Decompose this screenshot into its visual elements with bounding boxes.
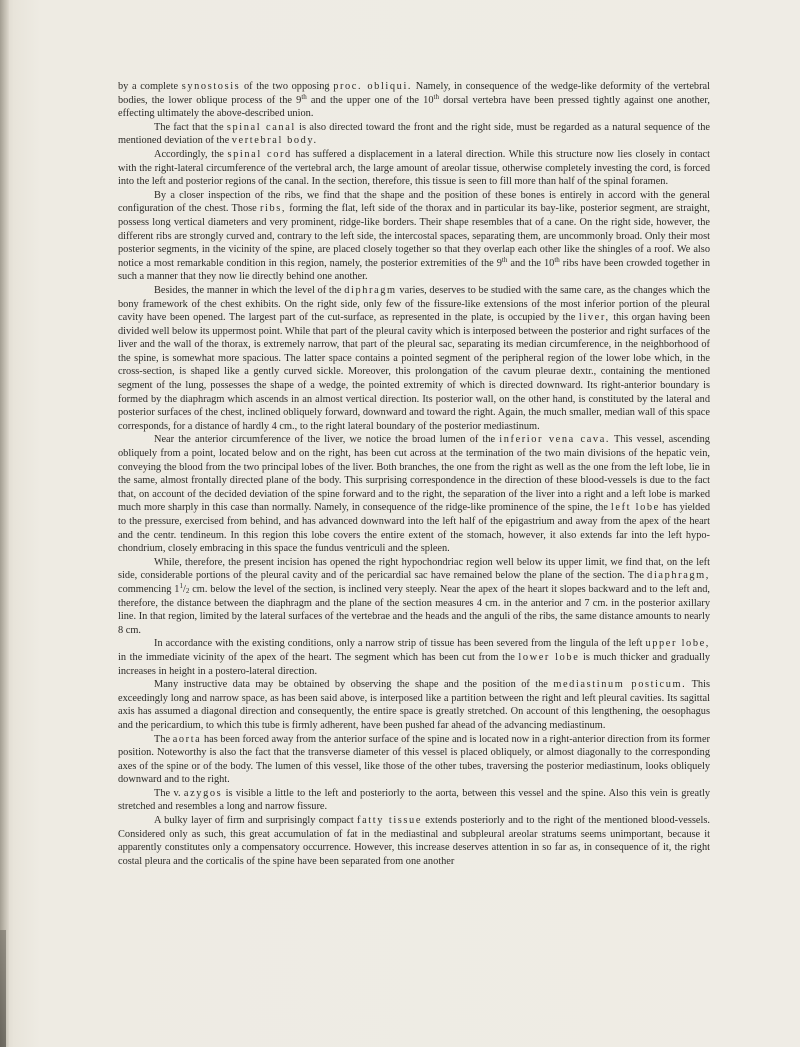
text-run: forming the flat, left side of the thorax and in particular its bay-like, posterior segment, are straight, possess long vertical diameters and very prominent, ridge-like borders. Their shape resembles that of a cane. On the right side, however, the different ribs are strongly curved and, contrary to the left side, the intercostal spaces, separating them, are uncommonly broad. Only their most posterior segments, in the vicinity of the spine, are placed closely together so that they overlap each other like the shingles of a roof. We also notice a most remarkable condition in this region, namely, the posterior extremities of the 9 (118, 203, 710, 269)
spaced-term: proc. obliqui. (333, 81, 413, 92)
text-run: in the immediate vicinity of the apex of the heart. The segment which has been cut from the (118, 651, 519, 663)
text-run: dorsal vertebra have been pressed tightly against one another, effecting ultimately the above-described union. (118, 94, 711, 120)
text-run: Besides, the manner in which the level of the (154, 284, 345, 296)
spaced-term: lower lobe (518, 651, 580, 663)
text-run: The v. (154, 787, 184, 799)
spaced-term: spinal canal (226, 121, 296, 133)
binding-shadow (0, 930, 6, 1047)
spaced-term: fatty tissue (357, 815, 423, 827)
paragraph (118, 189, 710, 284)
paragraph (118, 556, 710, 638)
superscript: th (554, 255, 560, 264)
text-run: has been forced away from the anterior surface of the spine and is located now in a right-anterior direction from its former position. Noteworthy is also the fact that the transverse diameter of this vessel is placed obliquely, or almost diagonally to the corresponding axes of the spine or of the body. The lumen of this vessel, like those of the other tubes, traversing the posterior mediastinum, looks obliquely downward and to the right. (118, 733, 711, 786)
spaced-term: azygos (183, 787, 223, 799)
text-run: has yielded to the pressure, exercised from behind, and has advanced downward into the left half of the epigastrium and away from the apex of the heart and the centr. tendineum. In this region this lobe covers the entire extent of the stomach, however, it also extends far into the left hypo-chondrium, closely embracing in this space the fundus ventriculi and the spleen. (118, 502, 711, 555)
spaced-term: spinal cord (227, 148, 292, 160)
text-run: has suffered a displacement in a lateral direction. While this structure now lies closely in contact with the right-lateral circumference of the vertebral arch, the large amount of areolar tissue, otherwise completely investing the cord, is forced into the left and posterior regions of the canal. In the section, therefore, this tissue is seen to fill more than half of the spinal foramen. (118, 148, 710, 188)
text-run: ribs have been crowded together in such a manner that they now lie directly behind one another. (118, 257, 710, 283)
text-run: is visible a little to the left and posteriorly to the aorta, between this vessel and the spine. Also this vein is greatly stretched and resembles a long and narrow fissure. (118, 787, 711, 813)
text-run: and the 10 (507, 257, 555, 269)
text-run: While, therefore, the present incision has opened the right hypochondriac region well below its upper limit, we find that, on the left side, considerable portions of the pleural cavity and of the pericardial sac have remained below the plane of the section. The (118, 556, 710, 582)
superscript: th (501, 255, 508, 264)
spaced-term: diphragm (344, 284, 397, 296)
text-run: This vessel, ascending obliquely from a point, located below and on the right, has been cut across at the termination of the two main divisions of the hepatic vein, conveying the blood from the two principal lobes of the liver. Both branches, the one from the right as well as the one from the left lobe, lie in the same, almost frontally directed plane of the body. This surprising correspondence in the direction of these blood-vessels is due to the fact that, on account of the decided deviation of the spine forward and to the right, the separation of the liver into a right and a left lobe is marked much more sharply in this case than normally. Namely, in consequence of the ridge-like prominence of the spine, the (118, 434, 710, 514)
paragraph (118, 148, 710, 189)
paragraph (118, 787, 710, 814)
spaced-term: left lobe (610, 502, 660, 514)
spaced-term: ribs, (259, 203, 287, 215)
spaced-term: synostosis (181, 81, 241, 92)
paragraph (118, 814, 710, 868)
text-run: Namely, in consequence of the wedge-like deformity of the vertebral bodies, the lower oblique process of the 9 (118, 81, 711, 106)
paragraph (118, 121, 710, 148)
text-run: is also directed toward the front and the right side, must be regarded as a natural sequence of the mentioned deviation of the (118, 121, 711, 147)
text-run: by a complete (118, 81, 182, 92)
paragraph (118, 284, 710, 434)
text-run: By a closer inspection of the ribs, we find that the shape and the position of these bones is entirely in accord with the general configuration of the chest. Those (118, 189, 710, 215)
paragraph (118, 733, 710, 787)
body-text (118, 80, 710, 868)
text-run: this organ having been divided well below its uppermost point. While that part of the pleural cavity which is interposed between the posterior and right surfaces of the liver and the wall of the thorax, is extremely narrow, that part of the pleural sac, separating its median circumference, in the neighborhood of the spine, is somewhat more spacious. The latter space contains a pointed segment of the peripheral region of the lower lobe which, in the cross-section, is shaped like a gently curved sickle. Moreover, this prolongation of the cavum pleurae dextr., containing the mentioned segment of the lung, possesses the shape of a wedge, the pointed extremity of which is directed downward. Its right-anterior boundary is formed by the diaphragm which ascends in an almost vertical direction. Its posterior wall, on the other hand, is constituted by the lateral and posterior surfaces of the chest, inclined obliquely forward, downward and toward the right. Again, the much smaller, median wall of this space corresponds, for a distance of hardly 4 cm., to the right lateral boundary of the posterior mediastinum. (118, 312, 710, 432)
text-run: The fact that the (154, 121, 227, 133)
paragraph (118, 433, 710, 555)
text-run: Many instructive data may be obtained by observing the shape and the position of the (154, 679, 554, 691)
paragraph (118, 80, 710, 121)
text-run: / (182, 583, 186, 595)
text-run: A bulky layer of firm and surprisingly compact (154, 815, 358, 827)
text-run: This exceedingly long and narrow space, as has been said above, is interposed like a partition between the right and left pleural cavities. Its sagittal axis has assumed a diagonal direction and consequently, the entire space is greatly stretched. On account of this lengthening, the oesophagus and the pericardium, to which this tube is firmly adherent, have been pushed far ahead of the advancing mediastinum. (118, 679, 710, 731)
subscript: 2 (185, 586, 190, 595)
text-run: of the two opposing (240, 81, 334, 92)
spaced-term: mediastinum posticum. (553, 679, 687, 691)
superscript: 1 (179, 581, 183, 590)
text-run: commencing 1 (118, 583, 180, 595)
spaced-term: aorta (172, 733, 202, 745)
spaced-term: vertebral body. (231, 135, 318, 147)
text-run: is much thicker and gradually increases in height in a postero-lateral direction. (118, 651, 710, 677)
text-run: In accordance with the existing conditions, only a narrow strip of tissue has been severed from the lingula of the left (154, 638, 646, 650)
paragraph (118, 637, 710, 678)
spaced-term: inferior vena cava. (499, 434, 611, 446)
paragraph (118, 678, 710, 732)
text-run: Near the anterior circumference of the liver, we notice the broad lumen of the (154, 434, 500, 446)
superscript: th (433, 92, 439, 101)
text-run: The (154, 733, 173, 745)
text-run: varies, deserves to be studied with the same care, as the changes which the bony framework of the chest exhibits. On the right side, only few of the fissure-like extensions of the most inferior portion of the pleural cavity have been opened. The largest part of the cut-surface, as represented in the plate, is occupied by the (118, 284, 710, 324)
text-run: extends posteriorly and to the right of the mentioned blood-vessels. Considered only as such, this great accumulation of fat in the mediastinal and subpleural areolar stratums seems unimportant, because it apparently constitutes only a compensatory occurrence. However, this increase deserves attention in so far as, in consequence of it, the right costal pleura and the corticalis of the spine have been separated from one another (118, 815, 710, 867)
spaced-term: liver, (578, 312, 610, 324)
text-run: Accordingly, the (154, 148, 228, 160)
text-run: cm. below the level of the section, is inclined very steeply. Near the apex of the heart it slopes backward and to the left and, therefore, the distance between the diaphragm and the plane of the section measures 4 cm. in the anterior and 7 cm. in the posterior axillary line. In that region, limited by the lateral surfaces of the vertebrae and the heads and the anguli of the ribs, the same distance amounts to nearly 8 cm. (118, 583, 710, 636)
spaced-term: upper lobe, (645, 638, 710, 650)
superscript: th (301, 92, 307, 101)
book-binding-edge (0, 0, 9, 1047)
text-run: and the upper one of the 10 (306, 94, 434, 106)
spaced-term: diaphragm, (647, 570, 710, 582)
